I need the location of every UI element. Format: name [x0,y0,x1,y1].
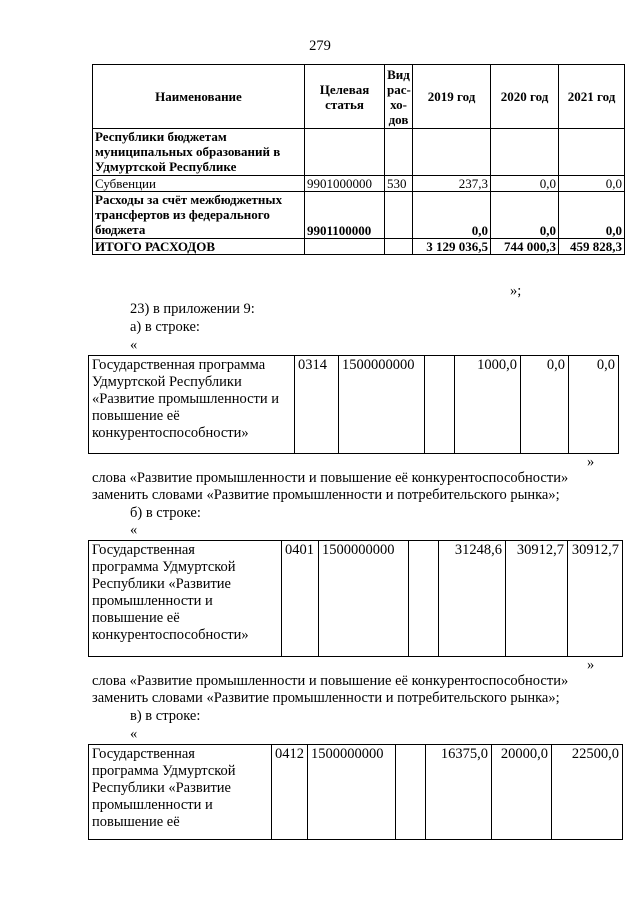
row-vid: 530 [385,176,413,192]
table-row [93,129,625,176]
total-row [93,239,625,255]
closing-quote: »; [510,283,522,299]
section-code: 0412 [272,745,308,840]
close-quote: » [587,657,595,673]
program-name: Государственная программа Удмуртской Республики «Развитие промышленности и повышение её конкурентоспособности» [89,541,282,657]
section-code: 0401 [282,541,319,657]
row-code: 9901000000 [305,176,385,192]
header-2021: 2021 год [559,65,625,129]
open-quote: « [130,522,138,538]
section-code: 0314 [295,356,339,454]
replace-text-b-line2: заменить словами «Развитие промышленности и потребительского рынка»; [92,690,560,706]
table-row: Государственная программа Удмуртской Республики «Развитие промышленности и повышение её конкурентоспособности» 0401 1500000000 31248,6 30912,7 30912,7 [89,541,623,657]
replace-text-b-line1: слова «Развитие промышленности и повышение её конкурентоспособности» [92,673,569,689]
table-row: Субвенции 9901000000 530 237,3 0,0 0,0 [93,176,625,192]
header-name: Наименование [93,65,305,129]
open-quote: « [130,337,138,353]
program-name: Государственная программа Удмуртской Республики «Развитие промышленности и повышение её конкурентоспособности» [89,356,295,454]
row-c-table [88,744,623,840]
target-code: 1500000000 [319,541,409,657]
total-2019: 3 129 036,5 [413,239,491,255]
item-23: 23) в приложении 9: [130,301,255,317]
total-2021: 459 828,3 [559,239,625,255]
close-quote: » [587,454,595,470]
row-code: 9901100000 [305,192,385,239]
subitem-b: б) в строке: [130,505,201,521]
total-2020: 744 000,3 [491,239,559,255]
open-quote: « [130,726,138,742]
target-code: 1500000000 [339,356,425,454]
header-vid: Вид рас- хо- дов [385,65,413,129]
header-2020: 2020 год [491,65,559,129]
table-header-row [93,65,625,129]
row-b-table [88,540,623,657]
header-2019: 2019 год [413,65,491,129]
page-number: 279 [309,38,331,54]
subitem-c: в) в строке: [130,708,201,724]
total-label: ИТОГО РАСХОДОВ [93,239,305,255]
replace-text-a-line2: заменить словами «Развитие промышленности и потребительского рынка»; [92,487,560,503]
row-name: Субвенции [93,176,305,192]
header-target: Целевая статья [305,65,385,129]
replace-text-a-line1: слова «Развитие промышленности и повышение её конкурентоспособности» [92,470,569,486]
row-a-table [88,355,619,454]
subitem-a: а) в строке: [130,319,200,335]
table-row: Государственная программа Удмуртской Республики «Развитие промышленности и повышение её 0412 1500000000 16375,0 20000,0 22500,0 [89,745,623,840]
row-name: Республики бюджетам муниципальных образований в Удмуртской Республике [93,129,305,176]
expenses-table [92,64,625,255]
program-name: Государственная программа Удмуртской Республики «Развитие промышленности и повышение её [89,745,272,840]
row-name: Расходы за счёт межбюджетных трансфертов из федерального бюджета [93,192,305,239]
table-row: Расходы за счёт межбюджетных трансфертов из федерального бюджета 9901100000 0,0 0,0 0,0 [93,192,625,239]
table-row: Государственная программа Удмуртской Республики «Развитие промышленности и повышение её конкурентоспособности» 0314 1500000000 1000,0 0,0 0,0 [89,356,619,454]
target-code: 1500000000 [308,745,396,840]
